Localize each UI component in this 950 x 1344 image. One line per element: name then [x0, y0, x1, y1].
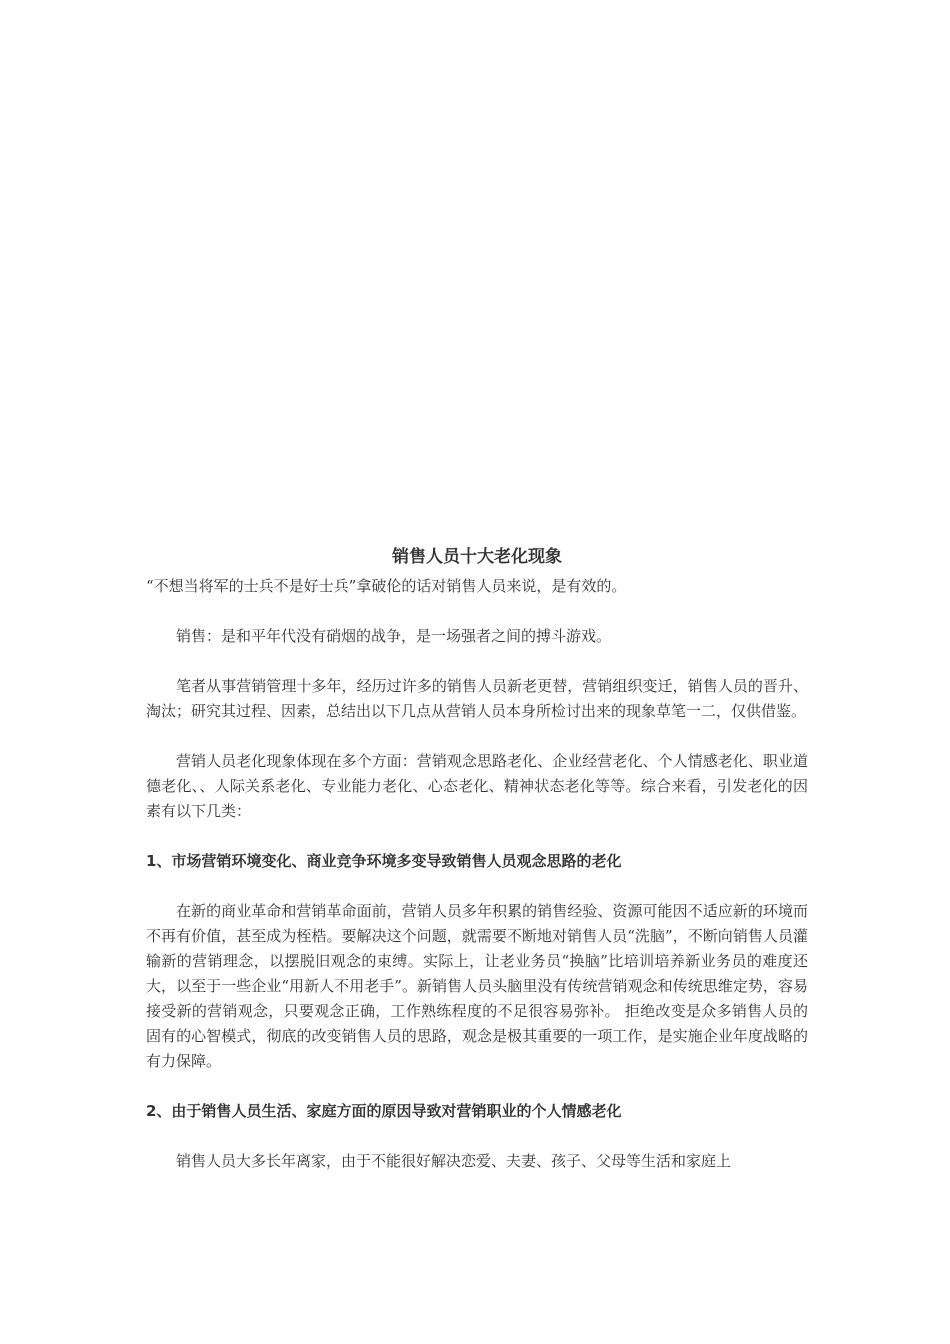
section-1-body: 在新的商业革命和营销革命面前，营销人员多年积累的销售经验、资源可能因不适应新的环境而不再有价值，甚至成为桎梏。要解决这个问题，就需要不断地对销售人员“洗脑”，不断向销售人员灌输新的营销理念，以摆脱旧观念的束缚。实际上，让老业务员“换脑”比培训培养新业务员的难度还大，以至于一些企业“用新人不用老手”。新销售人员头脑里没有传统营销观念和传统思维定势，容易接受新的营销观念，只要观念正确，工作熟练程度的不足很容易弥补。 拒绝改变是众多销售人员的固有的心智模式，彻底的改变销售人员的思路，观念是极其重要的一项工作，是实施企业年度战略的有力保障。 [146, 902, 808, 1070]
section-2-body: 销售人员大多长年离家，由于不能很好解决恋爱、夫妻、孩子、父母等生活和家庭上 [176, 1152, 732, 1170]
paragraph-spacer [146, 1074, 808, 1099]
aging-overview-paragraph: 营销人员老化现象体现在多个方面：营销观念思路老化、企业经营老化、个人情感老化、职业道德老化、、人际关系老化、专业能力老化、心态老化、精神状态老化等等。综合来看，引发老化的因素有以下几类： [146, 752, 808, 820]
document-title: 销售人员十大老化现象 [392, 547, 562, 567]
paragraph-spacer [146, 649, 808, 674]
paragraph-spacer [146, 724, 808, 749]
author-background-paragraph: 笔者从事营销管理十多年，经历过许多的销售人员新老更替，营销组织变迁，销售人员的晋升、淘汰；研究其过程、因素，总结出以下几点从营销人员本身所检讨出来的现象草笔一二，仅供借鉴。 [146, 677, 808, 720]
section-1-heading: 1、市场营销环境变化、商业竞争环境多变导致销售人员观念思路的老化 [146, 852, 622, 870]
sales-definition-paragraph: 销售：是和平年代没有硝烟的战争，是一场强者之间的搏斗游戏。 [176, 627, 612, 645]
paragraph-spacer [146, 824, 808, 849]
document-body [146, 540, 808, 1174]
paragraph-spacer [146, 874, 808, 899]
paragraph-spacer [146, 599, 808, 624]
section-2-heading: 2、由于销售人员生活、家庭方面的原因导致对营销职业的个人情感老化 [146, 1102, 622, 1120]
paragraph-spacer [146, 1124, 808, 1149]
intro-quote-paragraph: “不想当将军的士兵不是好士兵”拿破伦的话对销售人员来说，是有效的。 [146, 577, 627, 595]
